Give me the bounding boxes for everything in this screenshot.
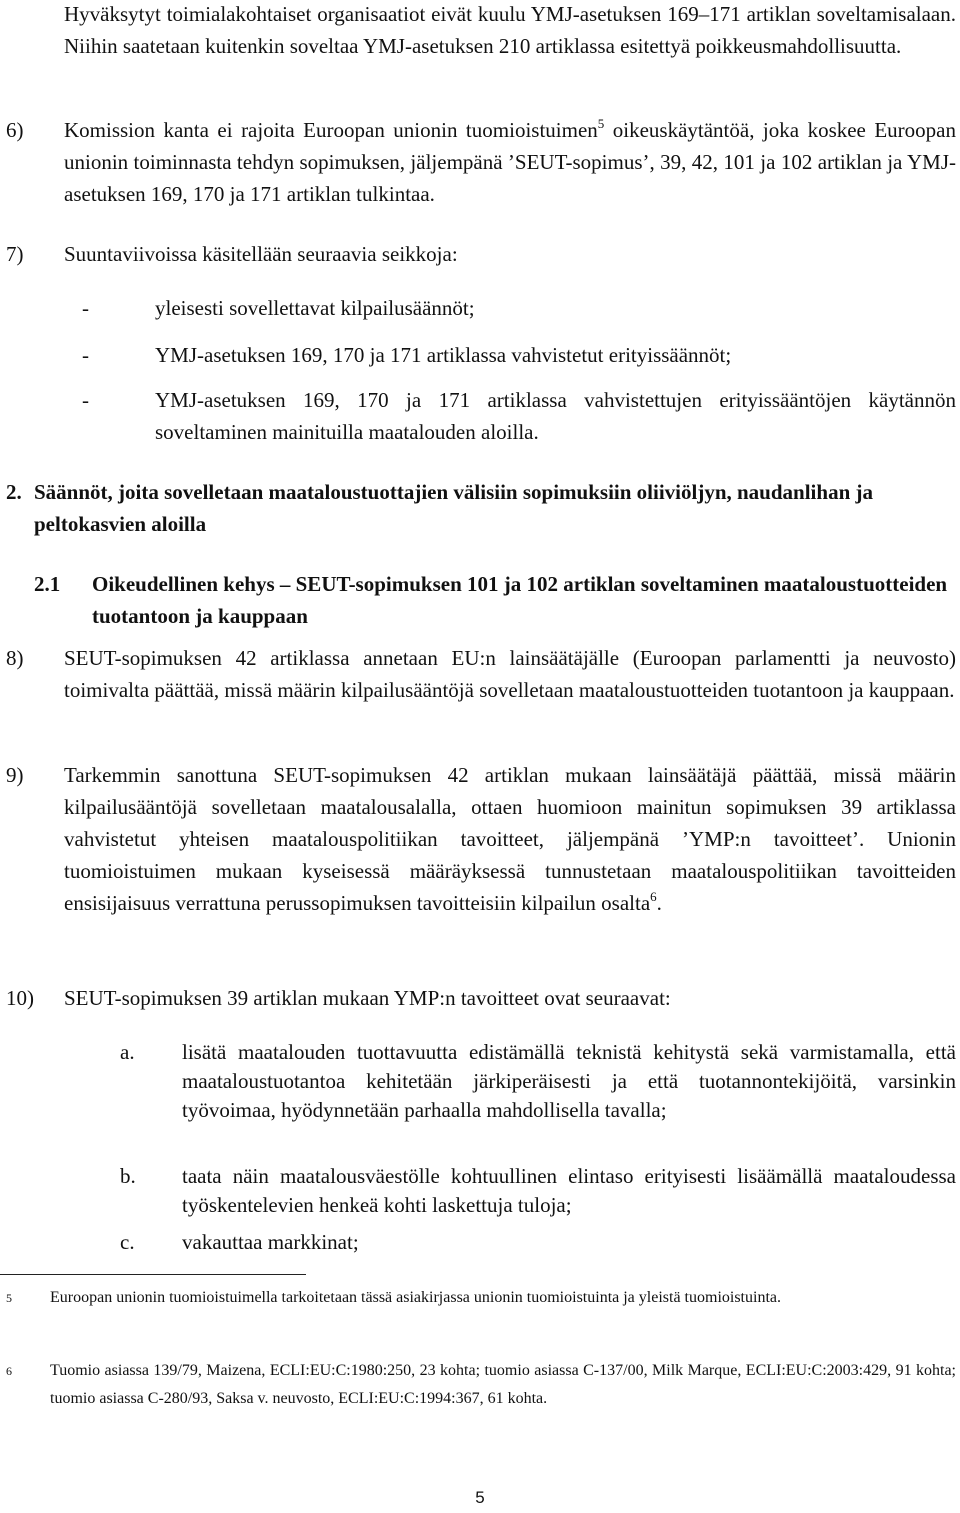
footnote-number: 6	[6, 1364, 12, 1378]
section-title: Oikeudellinen kehys – SEUT-sopimuksen 101 ja 102 artiklan soveltaminen maataloustuotteiden tuotantoon ja kauppaan	[92, 572, 948, 628]
list-text: lisätä maatalouden tuottavuutta edistämällä teknistä kehitystä sekä varmistamalla, että maataloustuotantoa kehitetään järkiperäisesti ja että tuotannontekijöitä, varsinkin työvoimaa, hyödynnetään parhaalla mahdollisella tavalla;	[182, 1040, 956, 1122]
paragraph-number: 10)	[6, 986, 34, 1010]
section-number: 2.1	[34, 572, 61, 596]
paragraph-number: 8)	[6, 646, 24, 670]
paragraph-8	[6, 642, 956, 706]
list-label: b.	[120, 1164, 136, 1188]
section-number: 2.	[6, 480, 22, 504]
paragraph-number: 9)	[6, 763, 24, 787]
paragraph-text: SEUT-sopimuksen 42 artiklassa annetaan EU:n lainsäätäjälle (Euroopan parlamentti ja neuvosto) toimivalta päättää, missä määrin kilpailusääntöjä sovelletaan maataloustuotteiden tuotantoon ja kauppaan.	[64, 646, 956, 702]
paragraph-text	[64, 759, 956, 919]
bullet-item	[82, 292, 956, 324]
bullet-dash: -	[82, 296, 89, 320]
paragraph-text	[64, 114, 956, 210]
list-item	[120, 1162, 956, 1220]
paragraph-text: SEUT-sopimuksen 39 artiklan mukaan YMP:n tavoitteet ovat seuraavat:	[64, 986, 671, 1010]
section-heading-2-1	[34, 568, 956, 632]
list-label: c.	[120, 1230, 135, 1254]
bullet-text: YMJ-asetuksen 169, 170 ja 171 artiklassa vahvistettujen erityissääntöjen käytännön soveltaminen mainituilla maatalouden aloilla.	[155, 388, 956, 444]
paragraph-7	[6, 238, 956, 270]
paragraph-6	[6, 114, 956, 210]
footnote-number: 5	[6, 1291, 12, 1305]
bullet-item	[82, 339, 956, 371]
section-heading-2	[6, 476, 956, 540]
text-part: Komission kanta ei rajoita Euroopan unionin tuomioistuimen	[64, 118, 598, 142]
footnote	[0, 1290, 956, 1328]
paragraph-number: 6)	[6, 118, 24, 142]
bullet-dash: -	[82, 343, 89, 367]
bullet-dash: -	[82, 388, 89, 412]
footnote-text: Tuomio asiassa 139/79, Maizena, ECLI:EU:C:1980:250, 23 kohta; tuomio asiassa C-137/00, Milk Marque, ECLI:EU:C:2003:429, 91 kohta; tuomio asiassa C-280/93, Saksa v. neuvosto, ECLI:EU:C:1994:367, 61 kohta.	[50, 1362, 956, 1407]
paragraph-text: Suuntaviivoissa käsitellään seuraavia seikkoja:	[64, 242, 458, 266]
section-title: Säännöt, joita sovelletaan maataloustuottajien välisiin sopimuksiin oliiviöljyn, naudanlihan ja peltokasvien aloilla	[34, 480, 873, 536]
text-part: oikeuskäytäntöä, joka koskee Euroopan unionin toiminnasta tehdyn sopimuksen, jäljempänä ’SEUT-sopimus’, 39, 42, 101 ja 102 artiklan ja YMJ-asetuksen 169, 170 ja 171 artiklan tulkintaa.	[64, 118, 956, 206]
list-label: a.	[120, 1040, 135, 1064]
footnote-text: Euroopan unionin tuomioistuimella tarkoitetaan tässä asiakirjassa unionin tuomioistuinta ja yleistä tuomioistuinta.	[50, 1289, 781, 1306]
list-text: vakauttaa markkinat;	[182, 1230, 359, 1254]
page-number: 5	[475, 1488, 485, 1507]
bullet-text: yleisesti sovellettavat kilpailusäännöt;	[155, 296, 475, 320]
footnote-separator	[0, 1274, 306, 1275]
text-part: Tarkemmin sanottuna SEUT-sopimuksen 42 artiklan mukaan lainsäätäjä päättää, missä määrin kilpailusääntöjä sovelletaan maatalousalalla, ottaen huomioon mainitun sopimuksen 39 artiklassa vahvistetut yhteisen maatalouspolitiikan tavoitteet, jäljempänä ’YMP:n tavoitteet’. Unionin tuomioistuimen mukaan kyseisessä määräyksessä tunnustetaan maatalouspolitiikan tavoitteiden ensisijaisuus verrattuna perussopimuksen tavoitteisiin kilpailun osalta	[64, 763, 956, 915]
paragraph-9	[6, 759, 956, 919]
intro-paragraph: Hyväksytyt toimialakohtaiset organisaatiot eivät kuulu YMJ-asetuksen 169–171 artiklan soveltamisalaan. Niihin saatetaan kuitenkin soveltaa YMJ-asetuksen 210 artiklassa esitettyä poikkeusmahdollisuutta.	[64, 2, 956, 58]
paragraph-10	[6, 982, 956, 1014]
footnote-ref[interactable]: 6	[650, 889, 657, 904]
list-item	[120, 1228, 956, 1257]
text-part: .	[656, 891, 662, 915]
list-text: taata näin maatalousväestölle kohtuullinen elintaso erityisesti lisäämällä maataloudessa työskentelevien henkeä kohti laskettuja tuloja;	[182, 1164, 956, 1217]
bullet-item	[82, 384, 956, 448]
paragraph-number: 7)	[6, 242, 24, 266]
list-item	[120, 1038, 956, 1125]
bullet-text: YMJ-asetuksen 169, 170 ja 171 artiklassa vahvistetut erityissäännöt;	[155, 343, 732, 367]
footnote-ref[interactable]: 5	[597, 116, 605, 131]
footnote	[0, 1363, 956, 1429]
